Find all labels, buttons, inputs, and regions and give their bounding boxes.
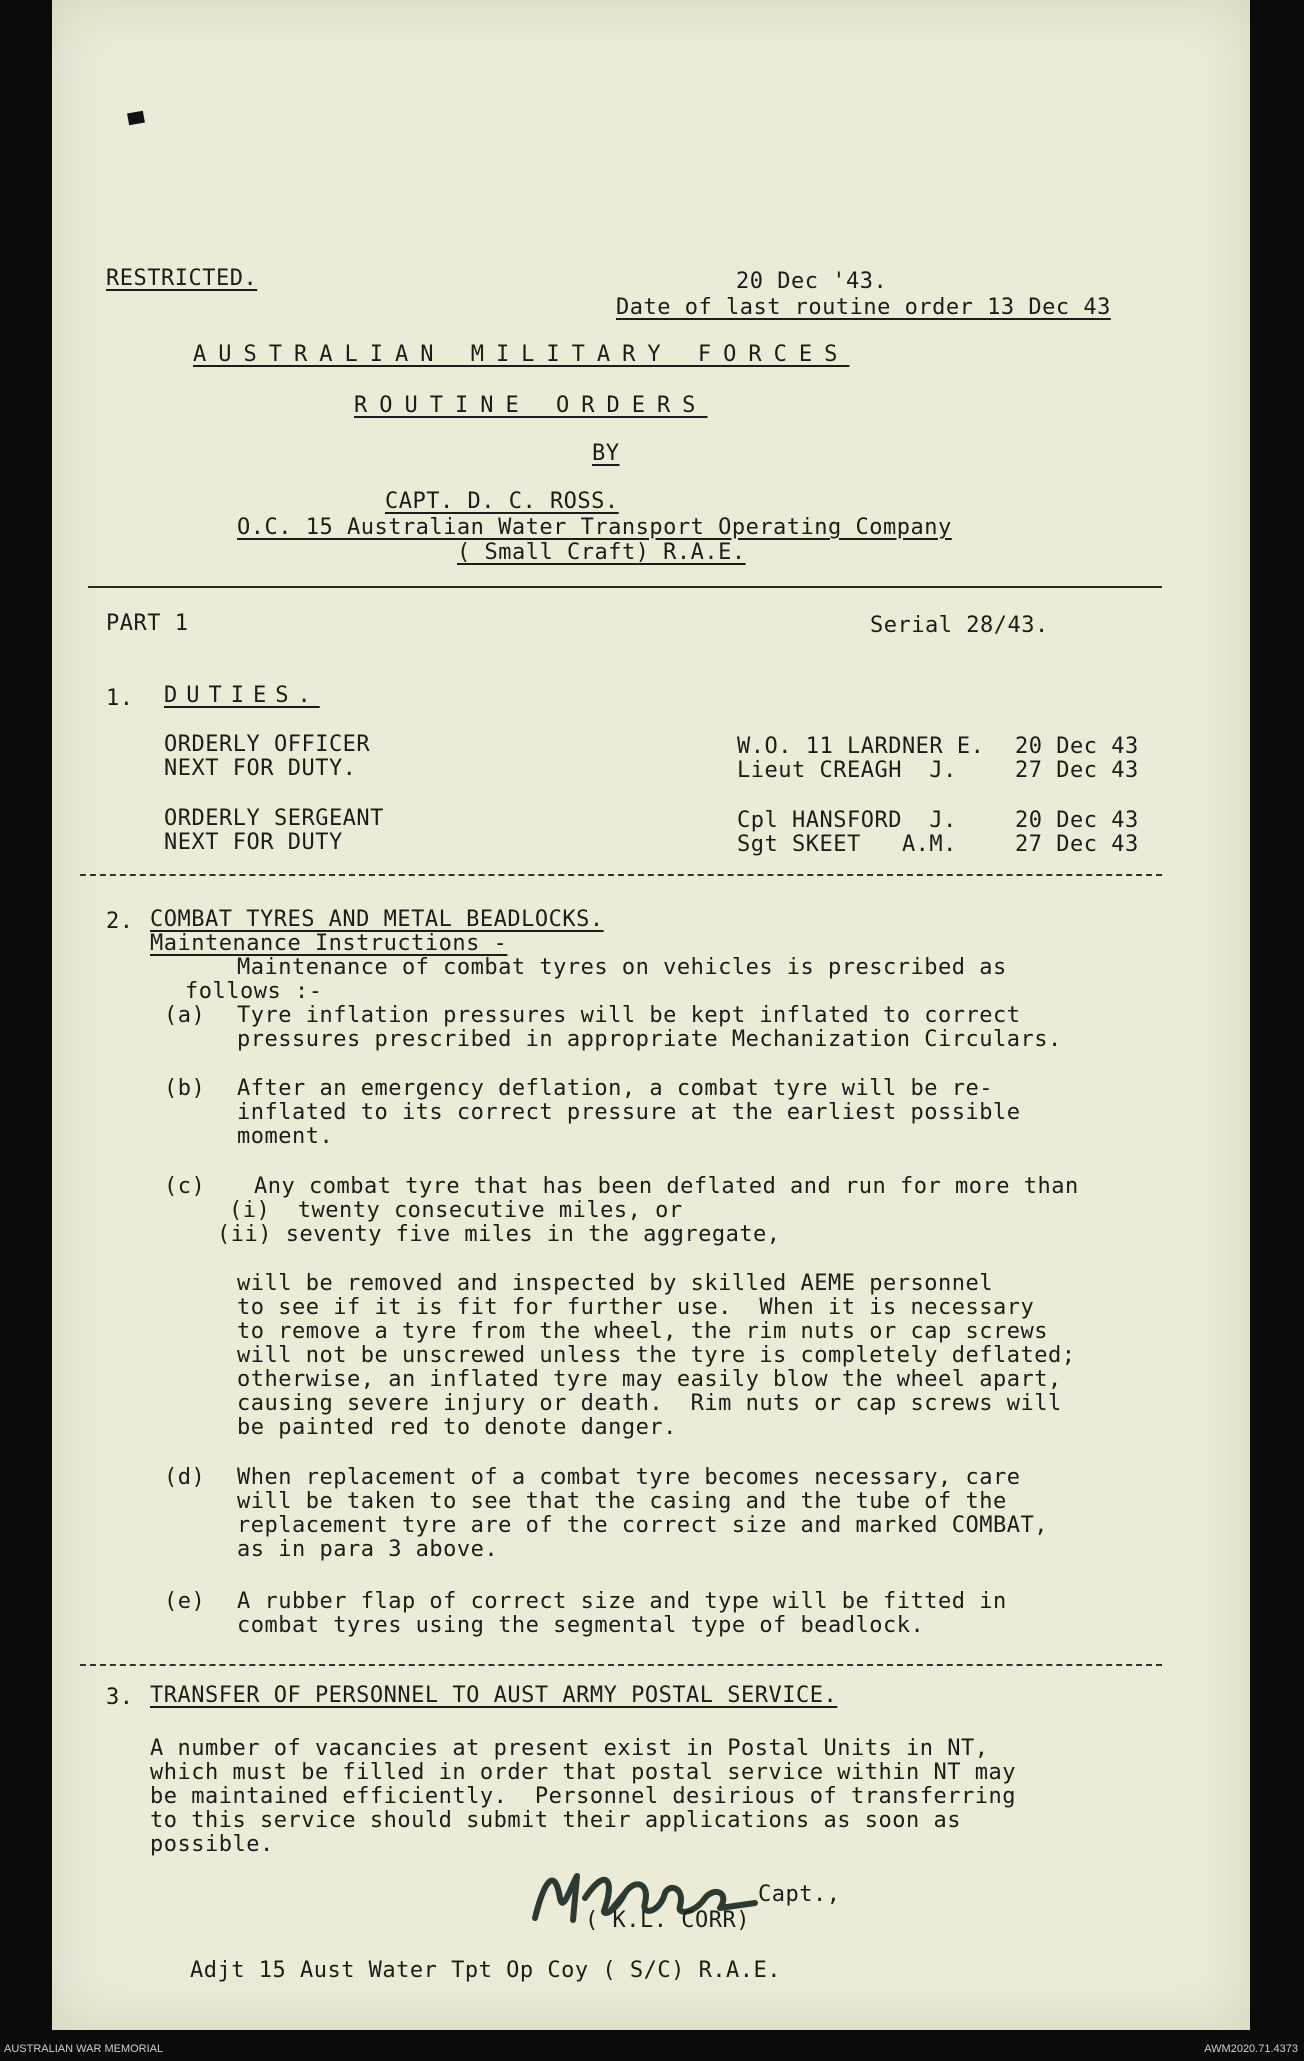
paragraph-line: to see if it is fit for further use. When it is necessary [237,1295,1035,1320]
serial: Serial 28/43. [870,613,1049,638]
duty-name: Cpl HANSFORD J. [737,808,957,833]
duty-date: 20 Dec 43 [1015,734,1139,759]
paragraph-line: moment. [237,1124,334,1149]
unit-name-2: ( Small Craft) R.A.E. [457,540,746,565]
paragraph-line: will be taken to see that the casing and the tube of the [237,1489,1007,1514]
archive-footer-right: AWM2020.71.4373 [1204,2043,1298,2055]
divider [80,1664,1162,1666]
divider [80,874,1162,876]
doc-title: ROUTINE ORDERS [354,393,708,418]
paragraph-line: A rubber flap of correct size and type will be fitted in [237,1589,1007,1614]
section-1-heading: DUTIES. [164,683,320,708]
part-label: PART 1 [106,611,189,636]
duty-role: ORDERLY OFFICER [164,732,371,757]
duty-role: NEXT FOR DUTY. [164,756,357,781]
paragraph-line: inflated to its correct pressure at the earliest possible [237,1100,1021,1125]
section-2-number: 2. [106,909,134,934]
classification: RESTRICTED. [106,266,258,291]
paragraph-line: causing severe injury or death. Rim nuts or cap screws will [237,1391,1062,1416]
paragraph-line: to remove a tyre from the wheel, the rim nuts or cap screws [237,1319,1048,1344]
duty-date: 27 Dec 43 [1015,758,1139,783]
duty-role: ORDERLY SERGEANT [164,806,384,831]
paragraph-line: be painted red to denote danger. [237,1415,677,1440]
signature-rank: Capt., [758,1882,841,1907]
paragraph-line: as in para 3 above. [237,1537,499,1562]
last-order-date: Date of last routine order 13 Dec 43 [616,295,1111,320]
section-2-subheading: Maintenance Instructions - [150,931,508,956]
section-3-heading: TRANSFER OF PERSONNEL TO AUST ARMY POSTAL SERVICE. [150,1683,838,1708]
paragraph-line: will not be unscrewed unless the tyre is completely deflated; [237,1343,1076,1368]
paragraph-line: possible. [150,1832,274,1857]
item-label: (a) [164,1003,206,1028]
paragraph-line: replacement tyre are of the correct size and marked COMBAT, [237,1513,1048,1538]
item-label: (d) [164,1465,206,1490]
duty-date: 20 Dec 43 [1015,808,1139,833]
paragraph-line: follows :- [185,979,323,1004]
paragraph-line: A number of vacancies at present exist in Postal Units in NT, [150,1736,989,1761]
paragraph-line: to this service should submit their applications as soon as [150,1808,961,1833]
paragraph-line: When replacement of a combat tyre becomes necessary, care [237,1465,1021,1490]
item-label: (c) [164,1174,206,1199]
divider [88,586,1162,588]
archive-footer-left: AUSTRALIAN WAR MEMORIAL [4,2043,164,2055]
paragraph-line: combat tyres using the segmental type of beadlock. [237,1613,925,1638]
item-label: (e) [164,1589,206,1614]
duty-date: 27 Dec 43 [1015,832,1139,857]
duty-role: NEXT FOR DUTY [164,830,343,855]
org-title: AUSTRALIAN MILITARY FORCES [193,342,850,367]
order-date: 20 Dec '43. [736,269,888,294]
commander: CAPT. D. C. ROSS. [385,489,619,514]
paragraph-line: be maintained efficiently. Personnel desirious of transferring [150,1784,1016,1809]
paragraph-line: Any combat tyre that has been deflated and run for more than [254,1174,1079,1199]
paragraph-line: otherwise, an inflated tyre may easily blow the wheel apart, [237,1367,1062,1392]
paragraph-line: which must be filled in order that postal service within NT may [150,1760,1016,1785]
signature-name: ( K.L. CORR) [585,1908,750,1933]
paragraph-line: Maintenance of combat tyres on vehicles is prescribed as [237,955,1007,980]
signature-position: Adjt 15 Aust Water Tpt Op Coy ( S/C) R.A.E. [190,1958,782,1983]
paragraph-line: Tyre inflation pressures will be kept inflated to correct [237,1003,1021,1028]
paragraph-line: will be removed and inspected by skilled AEME personnel [237,1271,993,1296]
section-1-number: 1. [106,686,134,711]
duty-name: Lieut CREAGH J. [737,758,957,783]
duty-name: W.O. 11 LARDNER E. [737,734,985,759]
paragraph-line: After an emergency deflation, a combat tyre will be re- [237,1076,993,1101]
paragraph-line: (ii) seventy five miles in the aggregate, [217,1222,781,1247]
unit-name: O.C. 15 Australian Water Transport Operating Company [237,515,952,540]
section-3-number: 3. [106,1685,134,1710]
duty-name: Sgt SKEET A.M. [737,832,957,857]
paragraph-line: (i) twenty consecutive miles, or [229,1198,683,1223]
by-label: BY [592,441,620,466]
item-label: (b) [164,1076,206,1101]
paragraph-line: pressures prescribed in appropriate Mechanization Circulars. [237,1027,1062,1052]
section-2-heading: COMBAT TYRES AND METAL BEADLOCKS. [150,907,604,932]
